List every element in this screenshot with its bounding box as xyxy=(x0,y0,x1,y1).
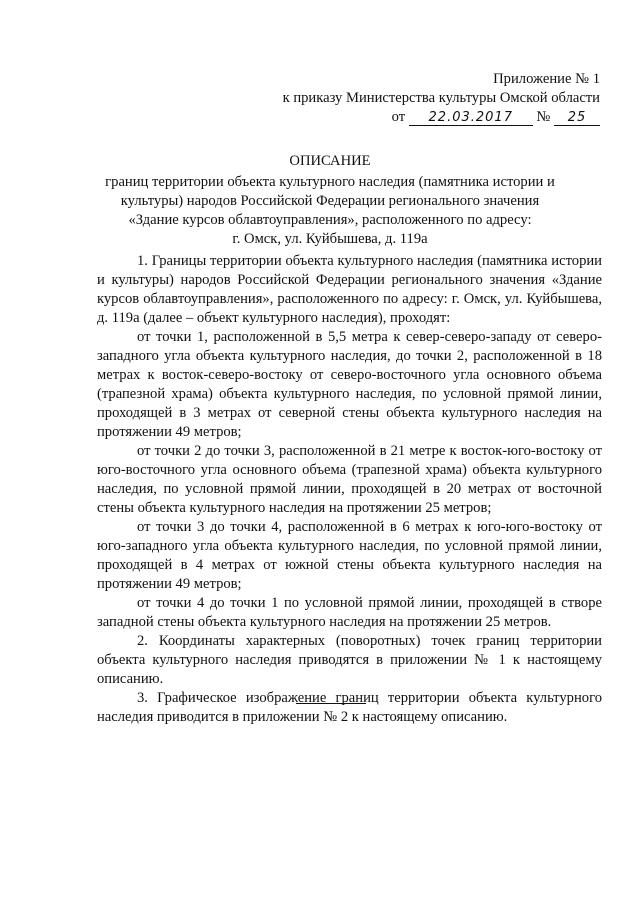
document-body xyxy=(97,252,602,727)
appendix-date-row xyxy=(283,108,600,127)
number-prefix: № xyxy=(536,109,551,125)
appendix-title: Приложение № 1 xyxy=(493,71,600,87)
date-prefix: от xyxy=(391,109,406,125)
title-line: границ территории объекта культурного наследия (памятника истории и xyxy=(105,174,555,190)
end-divider xyxy=(296,703,366,704)
paragraph-point-3: от точки 3 до точки 4, расположенной в 6 метрах к юго-юго-востоку от юго-западного угла объекта культурного наследия, по условной прямой линии, проходящей в 4 метрах от южной стены объекта культурного наследия на протяжении 49 метров; xyxy=(97,519,602,592)
paragraph-point-4: от точки 4 до точки 1 по условной прямой линии, проходящей в створе западной стены объекта культурного наследия на протяжении 25 метров. xyxy=(97,595,602,630)
title-line: г. Омск, ул. Куйбышева, д. 119а xyxy=(232,231,428,247)
paragraph-point-2: от точки 2 до точки 3, расположенной в 21 метре к восток-юго-востоку от юго-восточного угла основного объема (трапезной храма) объекта культурного наследия, по условной прямой линии, проходящей в 20 метрах от восточной стены объекта культурного наследия на протяжении 25 метров; xyxy=(97,443,602,516)
title-line: культуры) народов Российской Федерации регионального значения xyxy=(120,193,540,209)
title-line: «Здание курсов облавтоуправления», расположенного по адресу: xyxy=(128,212,532,228)
appendix-header xyxy=(283,70,600,127)
document-title: ОПИСАНИЕ xyxy=(289,153,371,169)
handwritten-number: 25 xyxy=(554,111,600,126)
paragraph-1: 1. Границы территории объекта культурного наследия (памятника истории и культуры) народов Российской Федерации регионального значения «Здание курсов облавтоуправления», расположенного по адресу: г. Омск, ул. Куйбышева, д. 119а (далее – объект культурного наследия), проходят: xyxy=(97,253,602,326)
paragraph-point-1: от точки 1, расположенной в 5,5 метра к север-северо-западу от северо-западного угла объекта культурного наследия, до точки 2, расположенной в 18 метрах к восток-северо-востоку от северо-восточного угла основного объема (трапезной храма) объекта культурного наследия, по условной прямой линии, проходящей в 3 метрах от северной стены объекта культурного наследия на протяжении 49 метров; xyxy=(97,329,602,440)
paragraph-3: 3. Графическое изображение границ территории объекта культурного наследия приводится в приложении № 2 к настоящему описанию. xyxy=(97,690,602,725)
appendix-order-ref: к приказу Министерства культуры Омской области xyxy=(282,90,600,106)
document-title-block xyxy=(80,152,580,249)
handwritten-date: 22.03.2017 xyxy=(409,111,533,126)
paragraph-2: 2. Координаты характерных (поворотных) точек границ территории объекта культурного наследия приводятся в приложении № 1 к настоящему описанию. xyxy=(97,633,602,687)
